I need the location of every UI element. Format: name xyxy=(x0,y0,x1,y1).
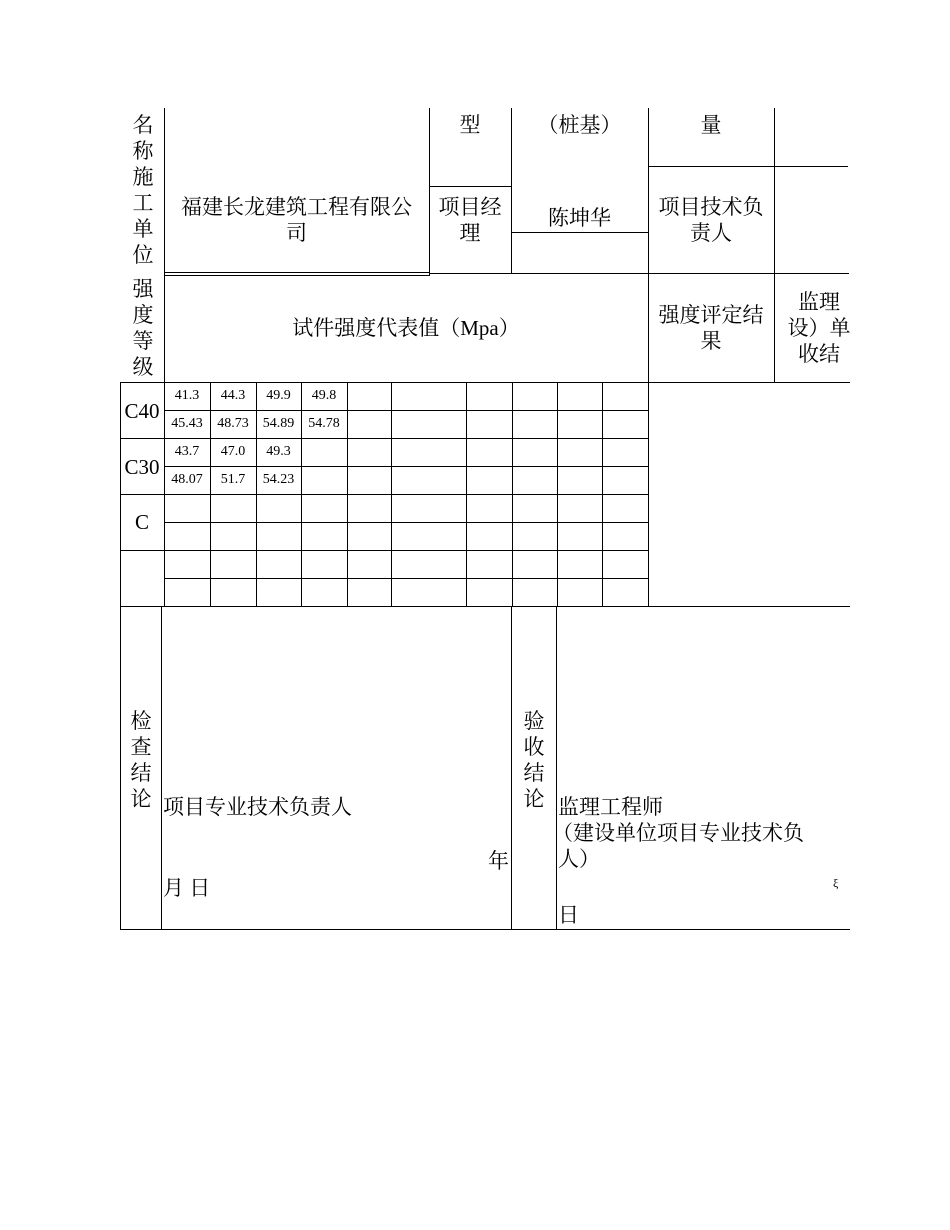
value-cell: 47.0 xyxy=(220,444,246,459)
accept-line-2: （建设单位项目专业技术负 xyxy=(552,821,804,845)
col-line-eval-start xyxy=(648,108,649,606)
grade-name: C30 xyxy=(124,455,160,479)
grade-name: C xyxy=(134,510,149,534)
supervision-label-2: 设）单 xyxy=(787,316,851,340)
value-cell: 54.23 xyxy=(262,472,295,487)
value-cell: 48.73 xyxy=(217,416,249,431)
row-line-unit-a xyxy=(164,272,429,273)
grade-name: C40 xyxy=(124,399,160,423)
col-line-label xyxy=(164,108,165,606)
eval-label-1: 强度评定结 xyxy=(658,303,764,327)
construction-unit-value-1: 福建长龙建筑工程有限公 xyxy=(181,195,412,219)
check-conclusion-label: 检查结论 xyxy=(130,709,152,811)
form-bottom-border xyxy=(120,929,850,930)
col-line-check-label xyxy=(161,606,162,930)
row-line-unit-right xyxy=(429,273,849,274)
value-cell: 49.9 xyxy=(266,388,291,403)
construction-unit-value-2: 司 xyxy=(286,221,307,245)
value-cell: 54.89 xyxy=(262,416,295,431)
grid-row-1 xyxy=(164,410,648,411)
grid-row-3 xyxy=(164,466,648,467)
row-line-unit-b xyxy=(164,275,429,276)
value-cell: 51.7 xyxy=(220,472,246,487)
tech-lead-label-2: 责人 xyxy=(690,221,732,245)
accept-conclusion-label: 验收结论 xyxy=(523,709,545,811)
accept-line-3: 人） xyxy=(558,847,600,871)
pm-label-2: 理 xyxy=(459,221,481,245)
col-line-accept-label xyxy=(511,606,512,930)
row-line-pm-value xyxy=(511,232,648,233)
row-line-strength-bottom xyxy=(120,382,850,383)
construction-unit-label: 施工单位 xyxy=(132,165,154,267)
row-line-quantity xyxy=(648,166,848,167)
name-label: 名称 xyxy=(132,113,154,163)
value-cell: 49.3 xyxy=(266,444,291,459)
check-person: 项目专业技术负责人 xyxy=(163,795,352,819)
value-cell: 44.3 xyxy=(220,388,246,403)
value-cell: 48.07 xyxy=(171,472,203,487)
quantity-label: 量 xyxy=(700,113,722,137)
grid-row-7 xyxy=(164,578,648,579)
type-value: （桩基） xyxy=(537,113,622,137)
col-line-supervision-start xyxy=(774,108,775,382)
supervision-label-1: 监理 xyxy=(798,290,840,314)
pm-label-1: 项目经 xyxy=(438,195,502,219)
check-month-day: 月 日 xyxy=(163,876,211,900)
value-cell: 49.8 xyxy=(311,388,337,403)
rep-value-label: 试件强度代表值（Mpa） xyxy=(292,316,520,340)
value-cell: 54.78 xyxy=(308,416,340,431)
supervision-label-3: 收结 xyxy=(798,342,840,366)
grid-row-6 xyxy=(120,550,648,551)
accept-day: 日 xyxy=(558,903,579,927)
pm-value: 陈坤华 xyxy=(548,206,611,230)
row-line-type xyxy=(429,186,511,187)
value-cell: 41.3 xyxy=(174,388,200,403)
eval-label-2: 果 xyxy=(700,329,722,353)
value-cell: 43.7 xyxy=(174,444,200,459)
col-line-accept-body xyxy=(556,606,557,930)
grade-label: 强度等级 xyxy=(132,277,154,379)
grid-row-5 xyxy=(164,522,648,523)
grid-row-2 xyxy=(120,438,648,439)
type-label: 型 xyxy=(459,113,481,137)
grid-row-bottom xyxy=(120,606,850,607)
grid-row-4 xyxy=(120,494,648,495)
accept-line-1: 监理工程师 xyxy=(558,795,663,819)
value-cell: 45.43 xyxy=(171,416,203,431)
accept-year-partial: ξ xyxy=(833,876,839,890)
tech-lead-label-1: 项目技术负 xyxy=(658,195,764,219)
check-year: 年 xyxy=(488,849,509,873)
